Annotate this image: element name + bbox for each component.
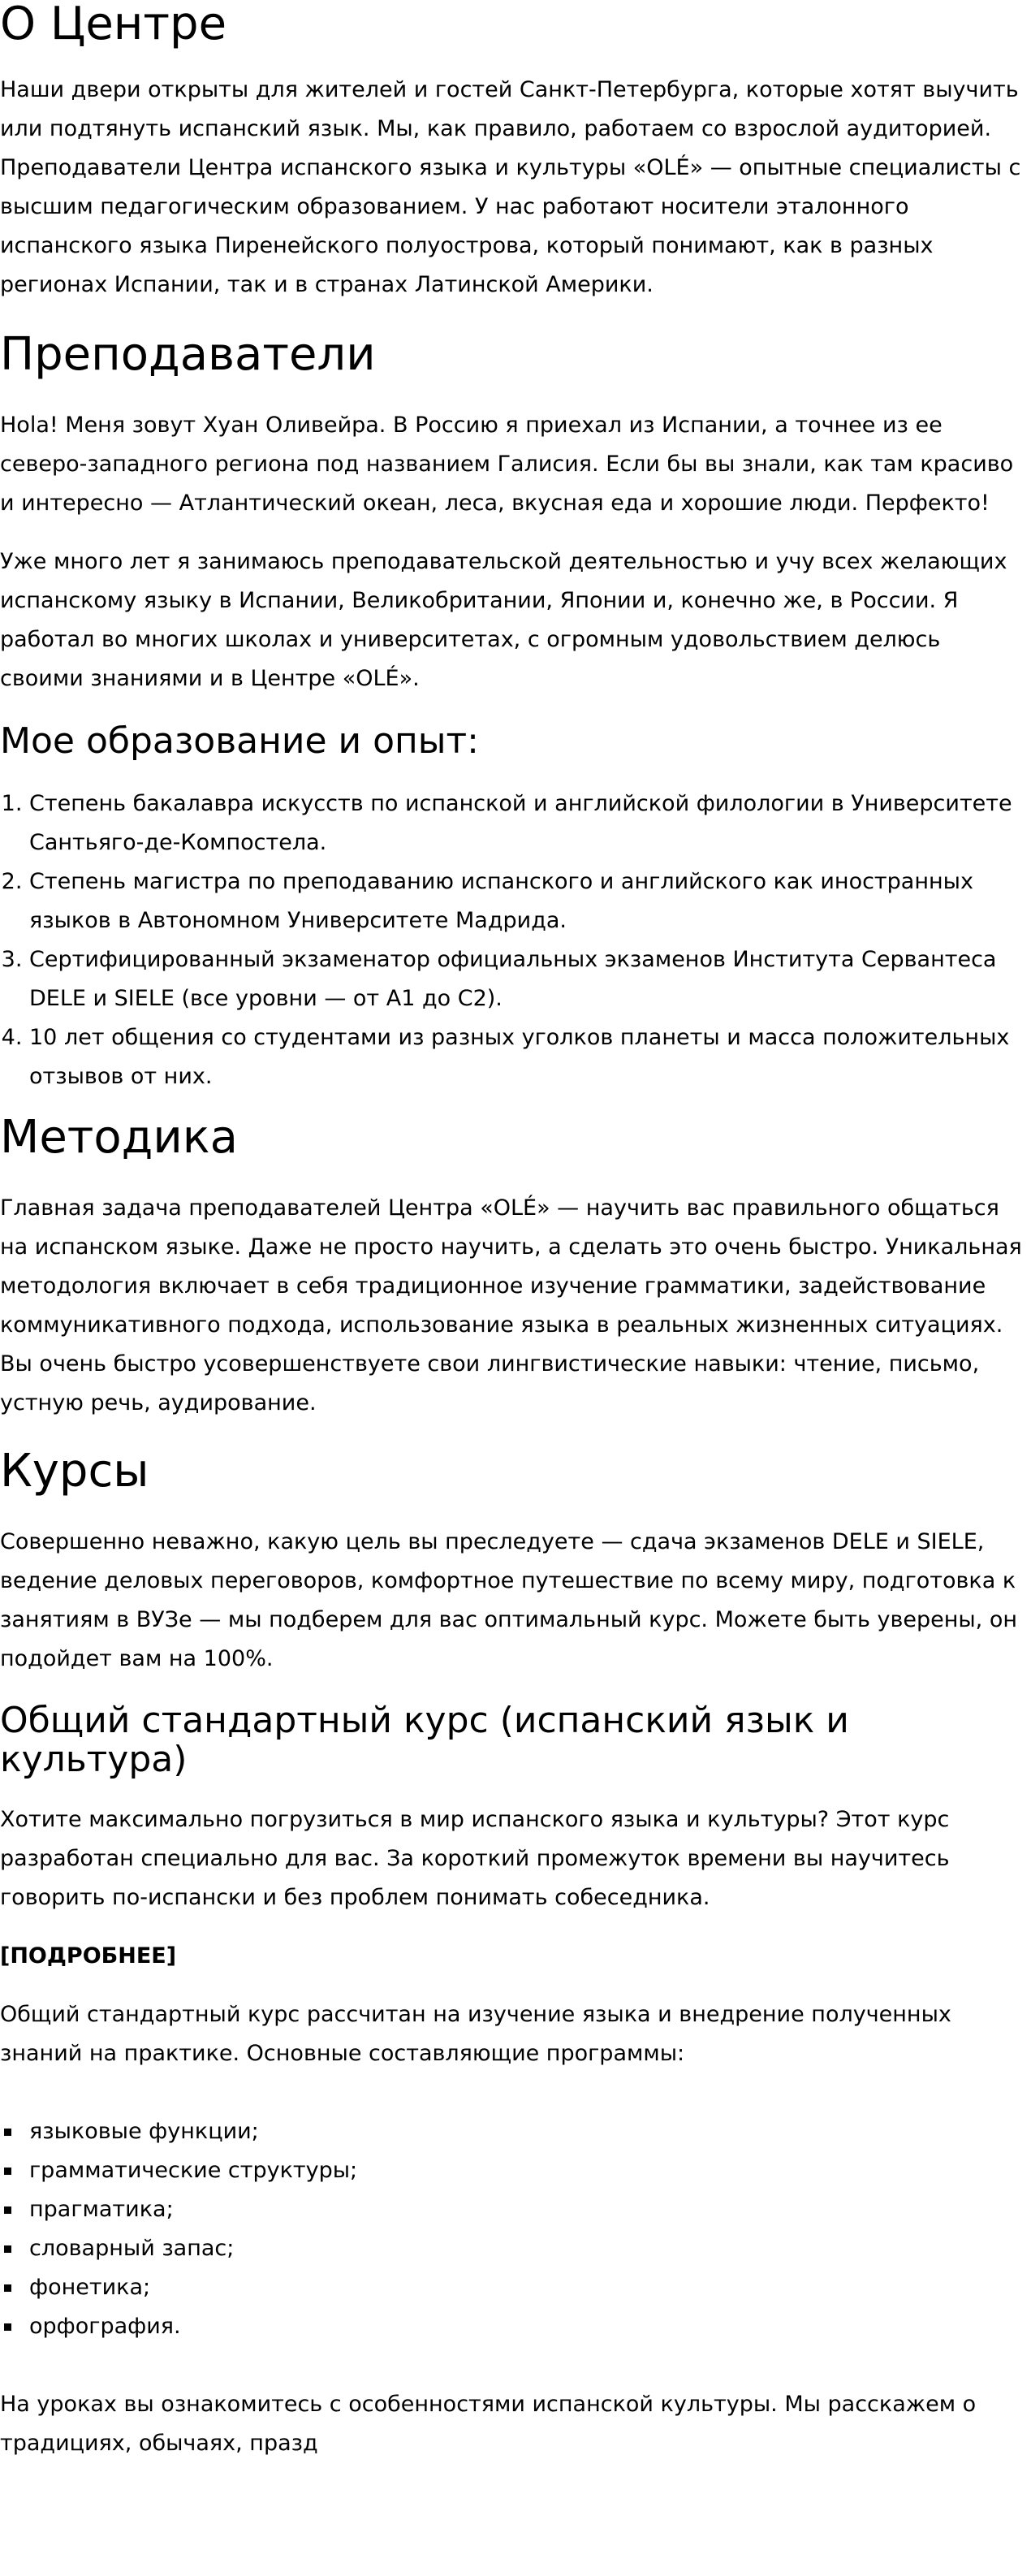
method-title: Методика bbox=[0, 1111, 238, 1164]
education-list bbox=[0, 784, 1023, 1096]
courses-title: Курсы bbox=[0, 1445, 149, 1498]
program-item: орфография. bbox=[29, 2307, 1023, 2346]
program-list bbox=[0, 2112, 1023, 2346]
general-course-intro: Хотите максимально погрузиться в мир испанского языка и культуры? Этот курс разработан специально для вас. За короткий промежуток времени вы научитесь говорить по-испански и без проблем понимать собеседника. bbox=[0, 1807, 950, 1910]
courses-text: Совершенно неважно, какую цель вы преследуете — сдача экзаменов DELE и SIELE, ведение деловых переговоров, комфортное путешествие по всему миру, подготовка к занятиям в ВУЗе — мы подберем для вас оптимальный курс. Можете быть уверены, он подойдет вам на 100%. bbox=[0, 1529, 1018, 1671]
education-item: 1. Степень бакалавра искусств по испанской и английской филологии в Университете Сантьяго-де-Компостела. bbox=[29, 784, 1023, 862]
program-item: фонетика; bbox=[29, 2268, 1023, 2307]
about-title: О Центре bbox=[0, 0, 227, 50]
program-item: языковые функции; bbox=[29, 2112, 1023, 2151]
about-text: Наши двери открыты для жителей и гостей Санкт-Петербурга, которые хотят выучить или подтянуть испанский язык. Мы, как правило, работаем со взрослой аудиторией. Преподаватели Центра испанского языка и культуры «OLÉ» — опытные специалисты с высшим педагогическим образованием. У нас работают носители эталонного испанского языка Пиренейского полуострова, который понимают, как в разных регионах Испании, так и в странах Латинской Америки. bbox=[0, 77, 1021, 297]
education-item: 4. 10 лет общения со студентами из разных уголков планеты и масса положительных отзывов от них. bbox=[29, 1018, 1023, 1096]
general-course-title: Общий стандартный курс (испанский язык и культура) bbox=[0, 1700, 849, 1780]
general-course-description: Общий стандартный курс рассчитан на изучение языка и внедрение полученных знаний на практике. Основные составляющие программы: bbox=[0, 2002, 951, 2066]
program-item: прагматика; bbox=[29, 2190, 1023, 2229]
education-item: 2. Степень магистра по преподаванию испанского и английского как иностранных языков в Автономном Университете Мадрида. bbox=[29, 862, 1023, 940]
general-course-culture-text: На уроках вы ознакомитесь с особенностями испанской культуры. Мы расскажем о традициях, обычаях, празд bbox=[0, 2392, 977, 2456]
teachers-title: Преподаватели bbox=[0, 328, 376, 381]
program-item: грамматические структуры; bbox=[29, 2151, 1023, 2190]
method-text: Главная задача преподавателей Центра «OLÉ» — научить вас правильного общаться на испанском языке. Даже не просто научить, а сделать это очень быстро. Уникальная методология включает в себя традиционное изучение грамматики, задействование коммуникативного подхода, использование языка в реальных жизненных ситуациях. Вы очень быстро усовершенствуете свои лингвистические навыки: чтение, письмо, устную речь, аудирование. bbox=[0, 1195, 1022, 1416]
teachers-paragraph-1: Hola! Меня зовут Хуан Оливейра. В Россию я приехал из Испании, а точнее из ее северо-западного региона под названием Галисия. Если бы вы знали, как там красиво и интересно — Атлантический океан, леса, вкусная еда и хорошие люди. Перфекто! bbox=[0, 413, 1014, 516]
education-item: 3. Сертифицированный экзаменатор официальных экзаменов Института Сервантеса DELE и SIELE (все уровни — от А1 до С2). bbox=[29, 940, 1023, 1018]
teachers-paragraph-2: Уже много лет я занимаюсь преподавательской деятельностью и учу всех желающих испанскому языку в Испании, Великобритании, Японии и, конечно же, в России. Я работал во многих школах и университетах, с огромным удовольствием делюсь своими знаниями и в Центре «OLÉ». bbox=[0, 549, 1007, 691]
program-item: словарный запас; bbox=[29, 2229, 1023, 2268]
education-title: Мое образование и опыт: bbox=[0, 720, 479, 762]
more-details-link[interactable]: [ПОДРОБНЕЕ] bbox=[0, 1943, 177, 1969]
